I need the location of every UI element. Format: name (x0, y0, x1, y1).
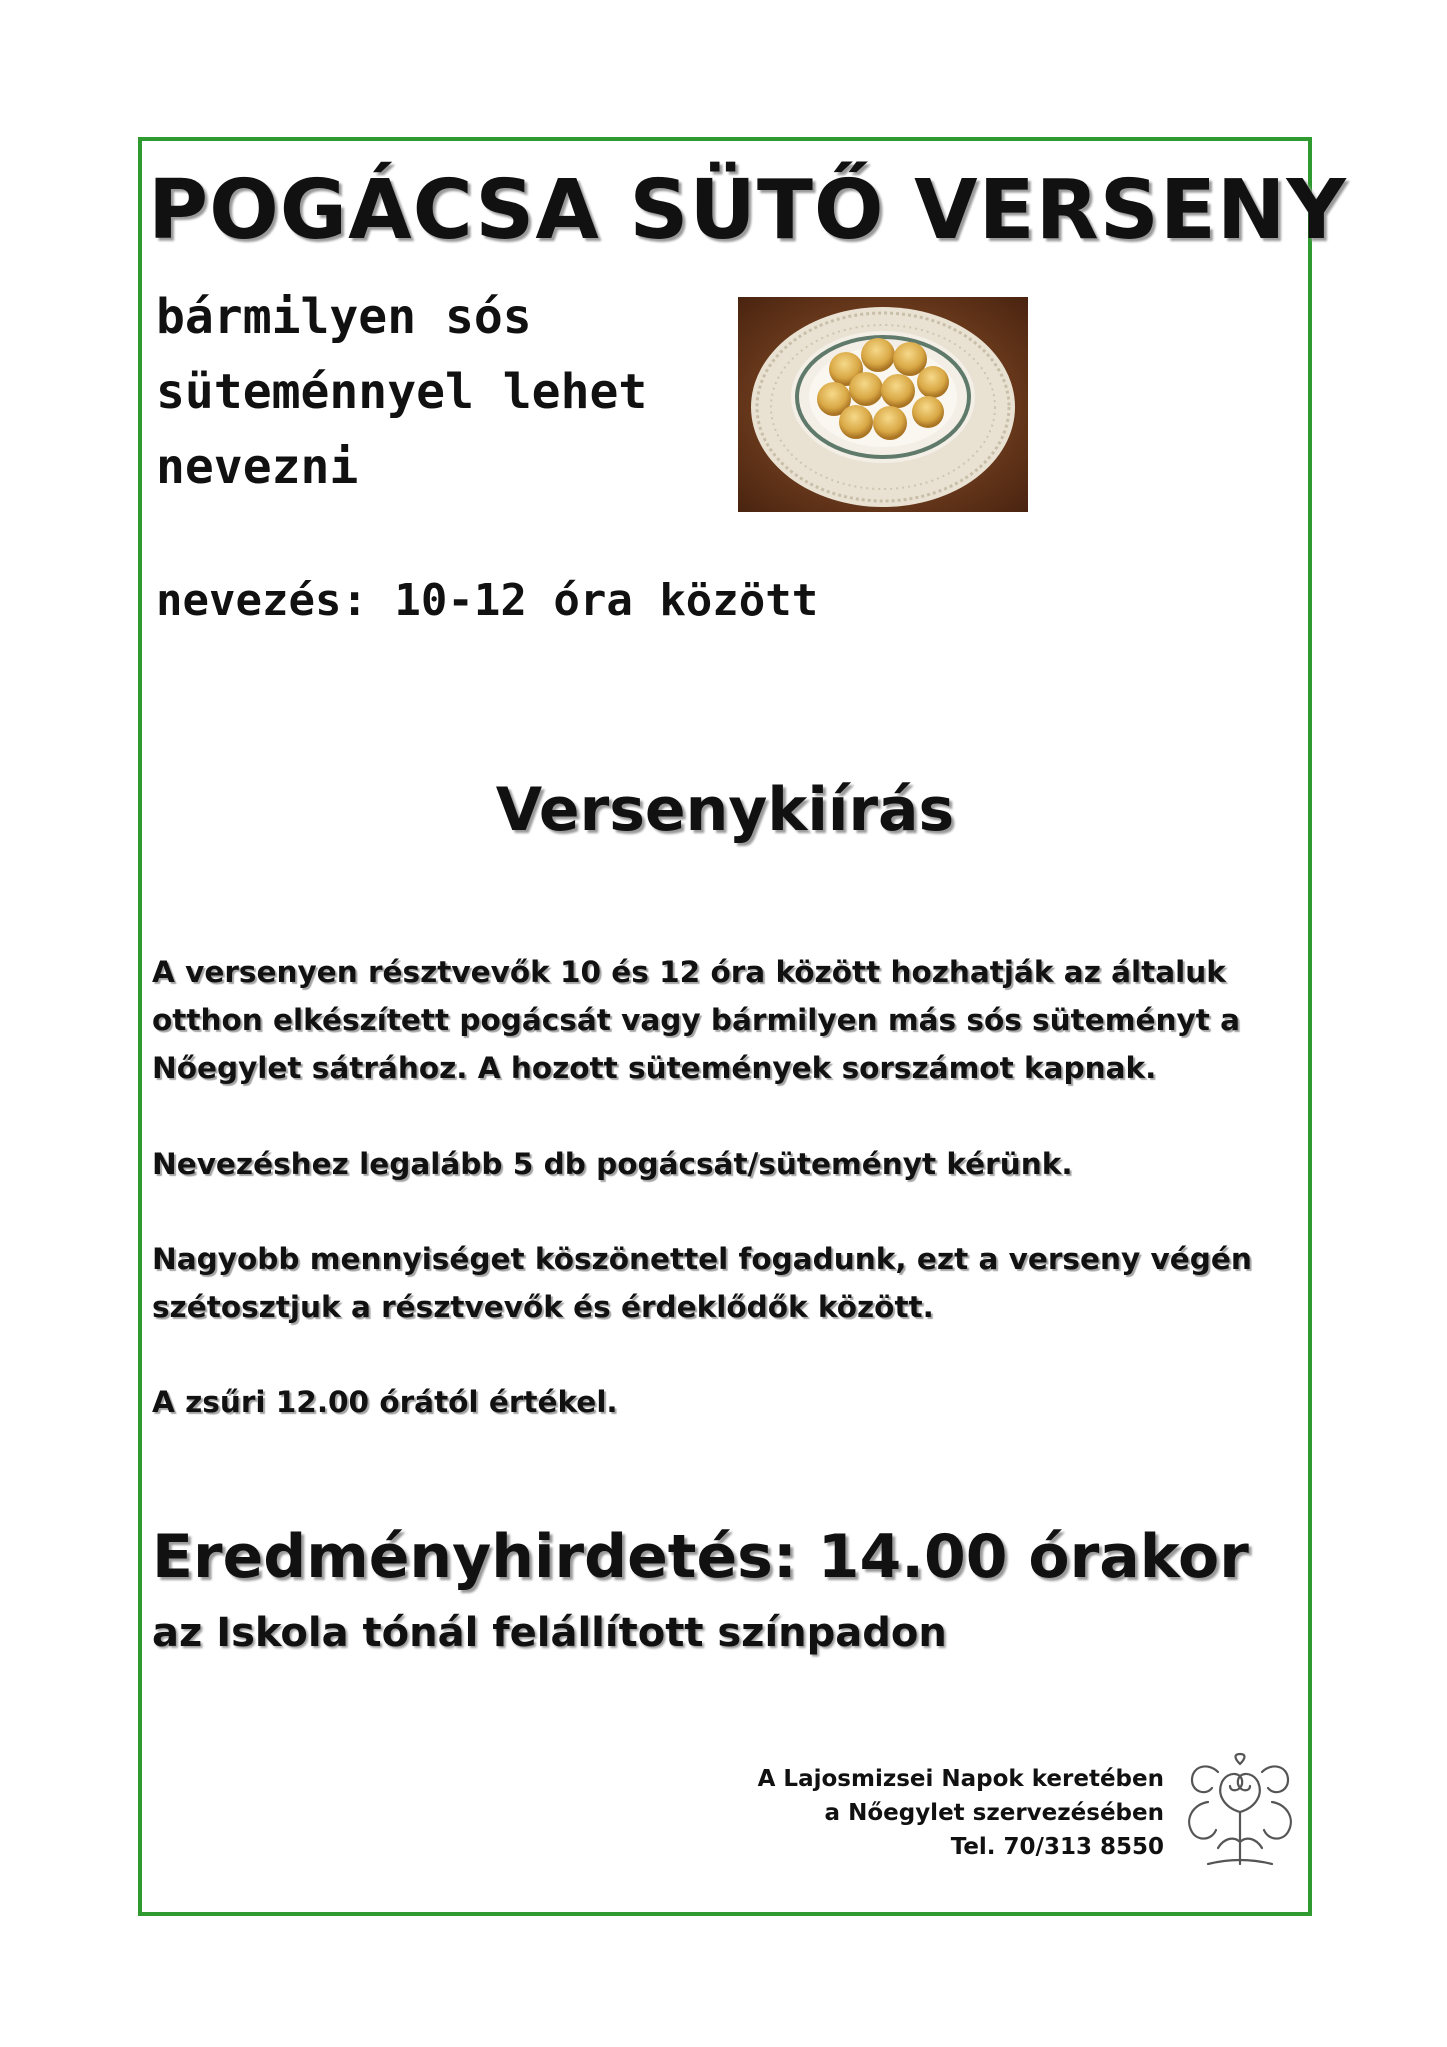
results-venue: az Iskola tónál felállított színpadon (152, 1610, 947, 1656)
footer-line: a Nőegylet szervezésében (824, 1800, 1164, 1826)
intro-line: süteménnyel lehet (156, 364, 648, 420)
intro-line: nevezni (156, 439, 359, 495)
intro-line: bármilyen sós (156, 289, 532, 345)
footer-line: A Lajosmizsei Napok keretében (757, 1766, 1164, 1792)
entry-time: nevezés: 10-12 óra között (156, 575, 819, 626)
rules-paragraph: A versenyen résztvevők 10 és 12 óra között hozhatják az általuk otthon elkészített pogácsát vagy bármilyen más sós süteményt a Nőegylet sátrához. A hozott sütemények sorszámot kapnak. (152, 955, 1240, 1085)
organizer-footer (758, 1762, 1164, 1864)
rules-paragraph: Nevezéshez legalább 5 db pogácsát/süteményt kérünk. (152, 1147, 1073, 1181)
pogacsa-photo (738, 297, 1028, 512)
section-title: Versenykiírás (495, 775, 955, 845)
ornament-logo-icon (1178, 1752, 1302, 1870)
footer-line: Tel. 70/313 8550 (950, 1834, 1164, 1860)
rules-paragraph: Nagyobb mennyiséget köszönettel fogadunk, ezt a verseny végén szétosztjuk a résztvevők és érdeklődők között. (152, 1242, 1252, 1324)
poster-title: POGÁCSA SÜTŐ VERSENY (148, 163, 1347, 258)
results-heading: Eredményhirdetés: 14.00 órakor (152, 1522, 1249, 1592)
rules-paragraph: A zsűri 12.00 órától értékel. (152, 1385, 618, 1419)
intro-text (156, 280, 647, 505)
